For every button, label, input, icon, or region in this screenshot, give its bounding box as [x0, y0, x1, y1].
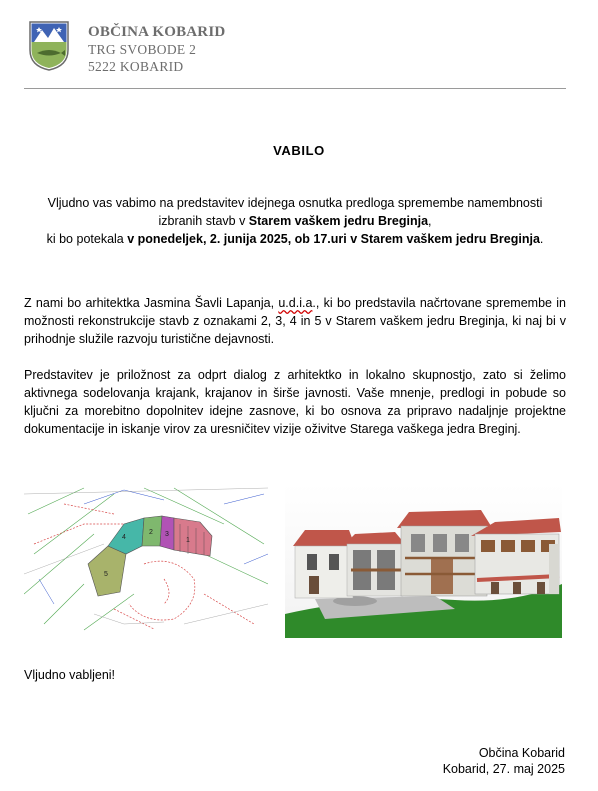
intro-line-3 [24, 230, 566, 248]
signature-block [443, 745, 565, 777]
intro-line-2 [24, 212, 566, 230]
intro-location-bold: Starem vaškem jedru Breginja [248, 214, 429, 228]
paragraph-architect [24, 294, 566, 348]
plan-label-2: 2 [149, 529, 153, 536]
municipality-crest-icon [28, 20, 70, 72]
building-render-image [285, 484, 562, 638]
header-divider [24, 88, 566, 89]
intro-line-2-prefix: izbranih stavb v [158, 214, 249, 228]
paragraph-dialog: Predstavitev je priložnost za odprt dialog z arhitektko in lokalno skupnostjo, zato si želimo aktivnega sodelovanja krajank, krajanov in širše javnosti. Vaše mnenje, predlogi in pobude so ključni za morebitno dopolnitev idejne zasnove, ki bo osnova za pripravo nadaljnje projektne dokumentacije in iskanje virov za uresničitev vizije oživitve Starega vaškega jedra Breginj. [24, 368, 566, 436]
plan-label-1: 1 [186, 537, 190, 544]
plan-label-3: 3 [165, 531, 169, 538]
intro-line-1 [24, 194, 566, 212]
intro-line-1-text: Vljudno vas vabimo na predstavitev idejnega osnutka predloga spremembe namembnosti [47, 196, 543, 210]
org-name: OBČINA KOBARID [88, 24, 226, 40]
invitation-intro [24, 194, 566, 248]
address-line-1: TRG SVOBODE 2 [88, 42, 197, 57]
intro-line-3-suffix: . [539, 232, 544, 246]
intro-line-2-suffix: , [428, 214, 432, 228]
site-plan-image [24, 484, 268, 632]
signature-place-date: Kobarid, 27. maj 2025 [442, 762, 565, 776]
para1-title-abbr: u.d.i.a [278, 296, 313, 310]
plan-label-4: 4 [122, 534, 126, 541]
intro-date-bold: v ponedeljek, 2. junija 2025, ob 17.uri v Starem vaškem jedru Breginja [127, 232, 540, 246]
signature-organization: Občina Kobarid [478, 746, 565, 760]
address-line-2: 5222 KOBARID [88, 59, 184, 74]
para1-start: Z nami bo arhitektka Jasmina Šavli Lapanja, [24, 296, 279, 310]
plan-label-5: 5 [104, 571, 108, 578]
document-title: VABILO [273, 143, 325, 158]
para1-rest: ., ki bo predstavila načrtovane spremembe in možnosti rekonstrukcije stavb z oznakami 2, 3, 4 in 5 v Starem vaškem jedru Breginja, ki naj bi v prihodnje služile razvoju turistične dejavnosti. [24, 296, 566, 346]
organization-header [88, 24, 225, 75]
intro-line-3-prefix: ki bo potekala [46, 232, 128, 246]
closing-greeting: Vljudno vabljeni! [24, 668, 116, 682]
